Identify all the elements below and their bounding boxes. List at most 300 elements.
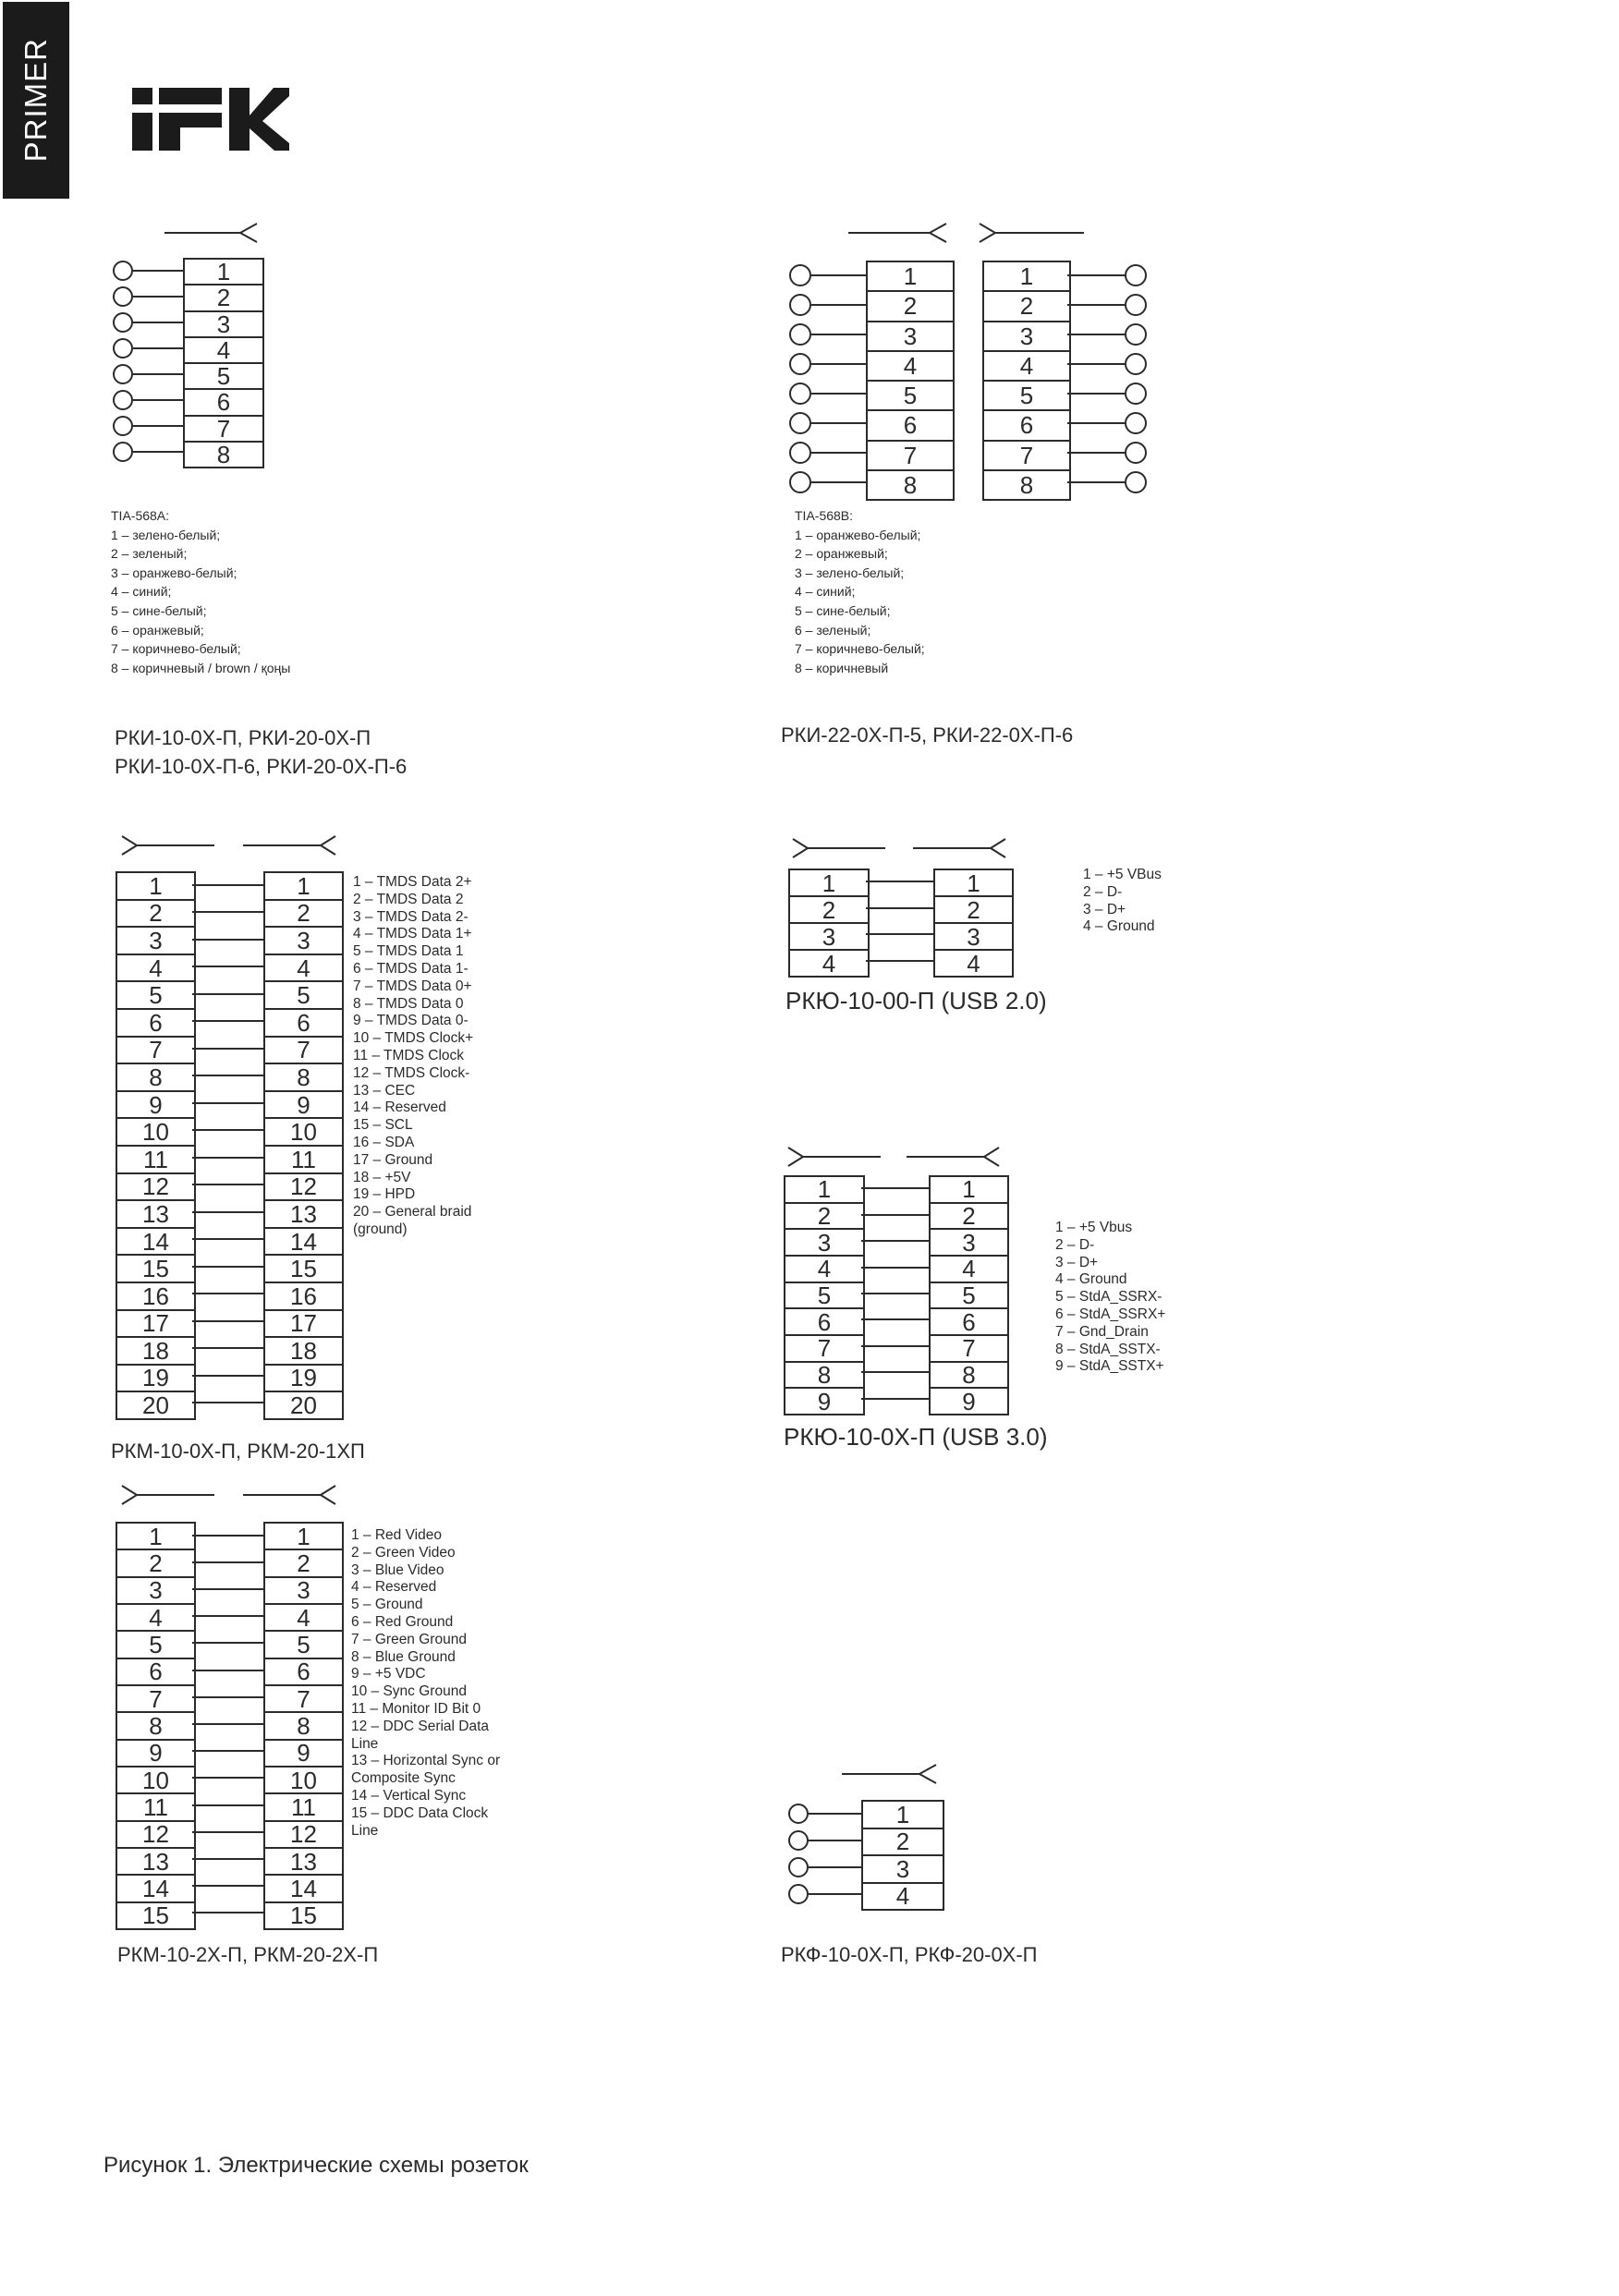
contact-row	[789, 320, 866, 349]
wire-line	[133, 425, 183, 427]
wire-rung	[192, 1657, 263, 1683]
wire-line	[1067, 363, 1125, 365]
contact-circle-icon	[113, 312, 133, 333]
pin-cell: 1	[149, 1522, 163, 1550]
list-line: 4 – синий;	[111, 584, 172, 600]
wire-rung	[192, 1008, 263, 1036]
wire-line	[811, 363, 866, 365]
list-line: 9 – TMDS Data 0-	[353, 1013, 469, 1029]
connector-box-right	[982, 261, 1071, 501]
list-line: 1 – +5 Vbus	[1055, 1220, 1133, 1235]
list-line: 1 – TMDS Data 2+	[353, 874, 472, 890]
wire-line	[133, 373, 183, 375]
pin-cell: 17	[265, 1309, 342, 1337]
wire-line	[192, 1912, 263, 1913]
wire-line	[192, 1588, 263, 1590]
wire-rung	[192, 1845, 263, 1872]
pin-cell: 7	[117, 1036, 194, 1063]
pin-cell: 1	[817, 1175, 832, 1204]
wire-rung	[192, 1335, 263, 1363]
wire-line	[866, 960, 933, 962]
wire-line	[192, 1075, 263, 1076]
pin-cell: 2	[117, 1549, 194, 1575]
wire-rung	[192, 1900, 263, 1926]
wire-rung	[861, 1175, 929, 1201]
wire-line	[192, 1696, 263, 1698]
contact-row	[113, 439, 183, 465]
wire-rung	[192, 1818, 263, 1845]
wire-line	[861, 1345, 929, 1347]
wire-line	[192, 1561, 263, 1563]
pin-cell: 1	[903, 262, 918, 291]
wire-rung	[192, 1117, 263, 1145]
wire-rung	[192, 1683, 263, 1710]
wire-rung	[192, 1307, 263, 1335]
list-line: 13 – Horizontal Sync or Composite Sync	[351, 1753, 501, 1787]
contact-circle-icon	[1125, 323, 1147, 346]
contact-row	[1067, 438, 1147, 468]
list-line: 17 – Ground	[353, 1151, 433, 1168]
pin-cell: 3	[790, 922, 868, 949]
list-line: 1 – +5 VBus	[1083, 867, 1162, 882]
usb2-pin-legend	[1083, 867, 1286, 936]
pin-cell: 6	[265, 1008, 342, 1036]
pin-cell: 10	[117, 1766, 194, 1792]
connector-box-left	[784, 1175, 865, 1415]
pin-cell: 1	[962, 1175, 976, 1204]
pin-cell: 6	[868, 409, 953, 439]
list-line: 4 – Reserved	[351, 1579, 437, 1596]
list-line: 1 – зелено-белый;	[111, 527, 221, 542]
list-line: 6 – Red Ground	[351, 1613, 454, 1630]
list-line: 4 – Ground	[1083, 918, 1155, 935]
list-line: 6 – TMDS Data 1-	[353, 960, 469, 977]
list-line: 2 – оранжевый;	[795, 546, 888, 562]
list-line: 6 – зеленый;	[795, 622, 871, 638]
pin-cell: 4	[265, 954, 342, 981]
list-line: РКИ-10-0Х-П, РКИ-20-0Х-П	[115, 726, 371, 749]
pin-cell: 4	[868, 350, 953, 380]
pin-cell: 14	[117, 1874, 194, 1901]
contact-circle-icon	[113, 442, 133, 462]
pin-cell: 2	[984, 290, 1069, 320]
wire-rung	[192, 1226, 263, 1254]
wire-rung	[192, 1089, 263, 1117]
section-label-usb3: РКЮ-10-0Х-П (USB 3.0)	[784, 1423, 1048, 1451]
wire-line	[811, 422, 866, 424]
pin-cell: 5	[265, 980, 342, 1008]
contact-row	[789, 379, 866, 408]
list-line: 14 – Vertical Sync	[351, 1787, 467, 1804]
list-line: 7 – коричнево-белый;	[795, 641, 925, 657]
pin-cell: 5	[984, 380, 1069, 409]
connector-box-right	[929, 1175, 1009, 1415]
list-line: 12 – DDC Serial Data Line	[351, 1718, 490, 1752]
pin-cell: 4	[117, 954, 194, 981]
contact-circle-icon	[1125, 264, 1147, 286]
wire-line	[809, 1866, 861, 1868]
pin-cell: 4	[863, 1882, 943, 1910]
list-line: 12 – TMDS Clock-	[353, 1064, 470, 1081]
list-line: 5 – StdA_SSRX-	[1055, 1289, 1163, 1306]
list-line: 1 – оранжево-белый;	[795, 527, 921, 542]
wire-line	[192, 1642, 263, 1644]
wire-rung	[192, 1792, 263, 1818]
list-line: 9 – StdA_SSTX+	[1055, 1358, 1164, 1375]
pin-cell: 5	[117, 980, 194, 1008]
wire-line	[192, 966, 263, 967]
pin-cell: 7	[785, 1334, 863, 1361]
wire-line	[192, 939, 263, 941]
contact-row	[1067, 261, 1147, 290]
wire-rung	[866, 895, 933, 922]
wire-line	[133, 451, 183, 453]
connector-box	[861, 1800, 944, 1911]
pin-cell: 19	[117, 1364, 194, 1391]
pin-cell: 20	[265, 1391, 342, 1418]
wire-line	[1067, 452, 1125, 454]
wire-rung	[192, 1710, 263, 1737]
pin-cell: 3	[117, 1576, 194, 1603]
wire-rung	[192, 1362, 263, 1390]
pin-cell: 8	[185, 441, 262, 467]
pin-cell: 5	[185, 362, 262, 388]
contact-row	[1067, 290, 1147, 320]
pin-wires	[192, 871, 263, 1416]
pin-cell: 20	[117, 1391, 194, 1418]
tia568a-items	[111, 526, 407, 678]
wire-line	[866, 933, 933, 935]
list-line: 3 – D+	[1083, 901, 1126, 917]
cable-break-right-icon	[243, 1483, 335, 1507]
wire-line	[192, 1885, 263, 1887]
wire-rung	[866, 921, 933, 948]
section-label-rki	[115, 723, 407, 781]
list-line: 6 – оранжевый;	[111, 622, 204, 638]
cable-break-right-icon	[842, 1762, 936, 1786]
pin-cell: 12	[117, 1172, 194, 1200]
wire-line	[192, 1238, 263, 1240]
pin-cell: 6	[117, 1008, 194, 1036]
list-line: 4 – Ground	[1055, 1271, 1127, 1288]
contact-row	[788, 1880, 861, 1907]
pin-cell: 7	[265, 1036, 342, 1063]
pin-cell: 9	[117, 1739, 194, 1766]
tia568b-items	[795, 526, 1090, 678]
wire-line	[1067, 422, 1125, 424]
vga-pin-legend	[351, 1527, 506, 1840]
pin-cell: 6	[265, 1658, 342, 1684]
wire-rung	[192, 1630, 263, 1657]
pin-cell: 14	[265, 1227, 342, 1255]
wire-line	[192, 1266, 263, 1268]
pin-cell: 7	[868, 440, 953, 469]
cable-break-left-icon	[122, 833, 214, 857]
list-line: 14 – Reserved	[353, 1099, 446, 1116]
contact-circles-left	[113, 258, 183, 465]
wire-rung	[861, 1201, 929, 1227]
pin-cell: 11	[117, 1145, 194, 1172]
wire-rung	[866, 948, 933, 975]
list-line: 8 – StdA_SSTX-	[1055, 1341, 1161, 1357]
contact-row	[1067, 320, 1147, 349]
wire-rung	[192, 1390, 263, 1417]
wire-line	[192, 1804, 263, 1806]
wire-line	[192, 1670, 263, 1671]
tia568b-legend	[795, 506, 1090, 677]
pin-cell: 1	[216, 258, 231, 286]
pin-cell: 6	[185, 388, 262, 414]
pin-wires	[866, 869, 933, 974]
connector-box-right	[933, 869, 1014, 978]
pin-cell: 18	[117, 1336, 194, 1364]
contact-row	[788, 1853, 861, 1880]
pin-cell: 3	[984, 321, 1069, 350]
pin-cell: 5	[868, 380, 953, 409]
pin-cell: 1	[822, 869, 836, 897]
pin-cell: 2	[265, 899, 342, 927]
list-line: 2 – Green Video	[351, 1544, 456, 1561]
wire-rung	[861, 1359, 929, 1385]
cable-break-right-icon	[907, 1145, 999, 1169]
contact-row	[789, 349, 866, 379]
pin-cell: 1	[297, 1522, 310, 1550]
contact-row	[789, 261, 866, 290]
wire-rung	[861, 1228, 929, 1254]
cable-break-right-icon	[848, 221, 946, 245]
wire-line	[192, 1211, 263, 1213]
pin-cell: 3	[185, 310, 262, 336]
wire-line	[192, 1020, 263, 1022]
contact-row	[789, 468, 866, 497]
list-line: 3 – Blue Video	[351, 1561, 444, 1578]
contact-circle-icon	[113, 261, 133, 281]
list-line: 7 – TMDS Data 0+	[353, 978, 472, 994]
connector-box-left	[788, 869, 870, 978]
pin-cell: 6	[931, 1307, 1007, 1334]
wire-rung	[192, 954, 263, 981]
wire-line	[192, 1129, 263, 1131]
contact-row	[113, 284, 183, 310]
list-line: 15 – DDC Data Clock Line	[351, 1804, 489, 1839]
pin-cell: 9	[265, 1090, 342, 1118]
list-line: 5 – TMDS Data 1	[353, 943, 464, 960]
contact-row	[1067, 468, 1147, 497]
wire-rung	[192, 980, 263, 1008]
list-line: РКИ-10-0Х-П-6, РКИ-20-0Х-П-6	[115, 755, 408, 778]
contact-row	[1067, 408, 1147, 438]
hdmi-pin-legend	[353, 874, 492, 1239]
wire-rung	[861, 1254, 929, 1280]
wire-line	[809, 1893, 861, 1895]
list-line: 6 – StdA_SSRX+	[1055, 1306, 1166, 1322]
contact-row	[789, 438, 866, 468]
pin-cell: 11	[265, 1145, 342, 1172]
pin-cell: 2	[117, 899, 194, 927]
pin-cell: 9	[931, 1387, 1007, 1414]
connector-box-left	[866, 261, 955, 501]
wire-rung	[192, 1281, 263, 1308]
wire-line	[192, 1723, 263, 1725]
pin-cell: 8	[117, 1711, 194, 1738]
pin-cell: 7	[265, 1684, 342, 1711]
list-line: 1 – Red Video	[351, 1527, 442, 1543]
pin-cell: 7	[117, 1684, 194, 1711]
pin-wires	[861, 1175, 929, 1412]
pin-cell: 17	[117, 1309, 194, 1337]
wire-line	[192, 993, 263, 995]
pin-cell: 9	[785, 1387, 863, 1414]
pin-cell: 4	[265, 1603, 342, 1630]
list-line: 2 – TMDS Data 2	[353, 891, 464, 907]
pin-cell: 1	[149, 871, 163, 900]
figure-caption: Рисунок 1. Электрические схемы розеток	[103, 2153, 529, 2178]
contact-row	[788, 1827, 861, 1853]
pin-cell: 2	[931, 1202, 1007, 1229]
section-label-rkm-hdmi: РКМ-10-0Х-П, РКМ-20-1ХП	[111, 1440, 365, 1463]
wire-line	[861, 1214, 929, 1216]
contact-circles-left	[789, 261, 866, 497]
pin-cell: 3	[935, 922, 1012, 949]
wire-line	[192, 1402, 263, 1403]
pin-cell: 8	[785, 1361, 863, 1388]
wire-line	[861, 1398, 929, 1400]
pin-cell: 10	[265, 1117, 342, 1145]
wire-rung	[192, 1253, 263, 1281]
wire-line	[192, 911, 263, 913]
contact-circle-icon	[789, 323, 811, 346]
wire-rung	[861, 1306, 929, 1332]
connector-box-right	[263, 1522, 344, 1930]
wire-rung	[192, 871, 263, 899]
tia568a-legend	[111, 506, 407, 677]
list-line: 5 – сине-белый;	[111, 602, 207, 618]
wire-rung	[192, 1198, 263, 1226]
contact-circle-icon	[113, 390, 133, 410]
cable-break-left-icon	[793, 836, 885, 860]
contact-row	[788, 1800, 861, 1827]
section-label-rki22: РКИ-22-0Х-П-5, РКИ-22-0Х-П-6	[781, 723, 1074, 747]
pin-cell: 15	[117, 1901, 194, 1928]
wire-rung	[192, 1575, 263, 1602]
contact-row	[113, 310, 183, 335]
pin-cell: 4	[117, 1603, 194, 1630]
contact-row	[113, 258, 183, 284]
wire-line	[192, 1157, 263, 1159]
wire-line	[192, 1535, 263, 1537]
contact-circle-icon	[789, 294, 811, 316]
pin-cell: 2	[785, 1202, 863, 1229]
pin-cell: 3	[117, 926, 194, 954]
list-line: 11 – TMDS Clock	[353, 1047, 465, 1063]
pin-cell: 18	[265, 1336, 342, 1364]
wire-line	[861, 1240, 929, 1242]
cable-break-left-icon	[122, 1483, 214, 1507]
wire-line	[866, 907, 933, 909]
contact-circle-icon	[788, 1804, 809, 1824]
pin-cell: 7	[931, 1334, 1007, 1361]
pin-cell: 3	[265, 1576, 342, 1603]
contact-row	[1067, 379, 1147, 408]
list-line: 8 – TMDS Data 0	[353, 995, 464, 1012]
pin-cell: 8	[265, 1711, 342, 1738]
pin-cell: 7	[185, 415, 262, 441]
wire-line	[811, 452, 866, 454]
pin-cell: 6	[117, 1658, 194, 1684]
list-line: 10 – Sync Ground	[351, 1683, 467, 1700]
usb3-pin-legend	[1055, 1220, 1277, 1376]
wire-rung	[192, 1873, 263, 1900]
pin-cell: 4	[935, 949, 1012, 976]
pin-cell: 13	[265, 1847, 342, 1874]
wire-rung	[192, 1603, 263, 1630]
pin-cell: 13	[117, 1199, 194, 1227]
contact-circle-icon	[789, 264, 811, 286]
wire-line	[861, 1318, 929, 1320]
wire-line	[192, 1375, 263, 1377]
wire-line	[1067, 334, 1125, 335]
pin-cell: 1	[895, 1800, 910, 1828]
wire-rung	[192, 926, 263, 954]
pin-cell: 2	[790, 895, 868, 922]
pin-cell: 13	[117, 1847, 194, 1874]
contact-row	[113, 361, 183, 387]
wire-line	[133, 270, 183, 272]
pin-cell: 13	[265, 1199, 342, 1227]
cable-break-left-icon	[788, 1145, 881, 1169]
contact-circle-icon	[113, 286, 133, 307]
contact-circle-icon	[1125, 353, 1147, 375]
primer-banner-label: PRIMER	[18, 38, 53, 163]
section-label-rkm-vga: РКМ-10-2Х-П, РКМ-20-2Х-П	[117, 1943, 379, 1966]
pin-cell: 3	[863, 1854, 943, 1882]
wire-rung	[192, 1035, 263, 1063]
wire-line	[811, 393, 866, 395]
list-line: 4 – TMDS Data 1+	[353, 926, 472, 942]
pin-cell: 12	[265, 1172, 342, 1200]
pin-cell: 19	[265, 1364, 342, 1391]
list-line: 7 – Green Ground	[351, 1631, 467, 1647]
pin-cell: 10	[265, 1766, 342, 1792]
list-line: 13 – CEC	[353, 1082, 416, 1099]
primer-banner	[3, 2, 69, 199]
list-line: 2 – D-	[1055, 1236, 1095, 1253]
pin-cell: 4	[185, 336, 262, 362]
wire-line	[192, 1102, 263, 1104]
wire-rung	[861, 1281, 929, 1306]
pin-cell: 4	[931, 1255, 1007, 1282]
wire-line	[133, 399, 183, 401]
pin-cell: 4	[984, 350, 1069, 380]
wire-line	[809, 1813, 861, 1815]
contact-row	[1067, 349, 1147, 379]
cable-break-right-icon	[243, 833, 335, 857]
wire-line	[133, 347, 183, 349]
pin-cell: 5	[117, 1630, 194, 1657]
cable-break-right-icon	[164, 221, 257, 245]
pin-cell: 15	[265, 1254, 342, 1282]
wire-line	[811, 481, 866, 483]
list-line: 3 – оранжево-белый;	[111, 565, 237, 580]
wire-line	[861, 1293, 929, 1294]
wire-line	[192, 1777, 263, 1779]
list-line: 10 – TMDS Clock+	[353, 1030, 474, 1047]
contact-row	[789, 290, 866, 320]
wire-line	[192, 1615, 263, 1617]
pin-cell: 2	[868, 290, 953, 320]
wire-line	[192, 1750, 263, 1752]
contact-circle-icon	[789, 353, 811, 375]
